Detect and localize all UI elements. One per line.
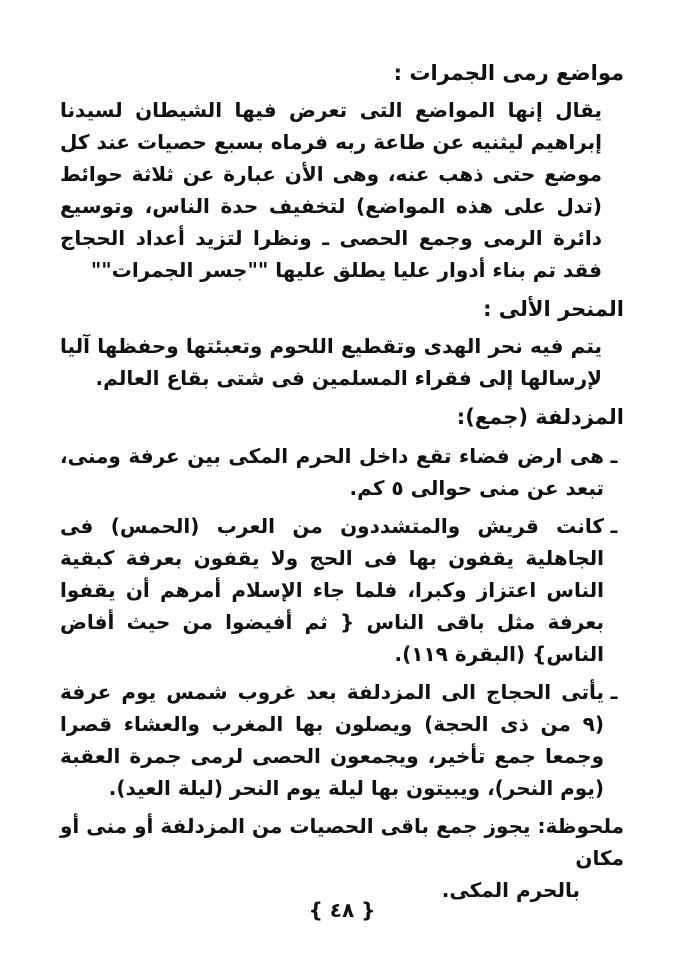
list-item xyxy=(60,510,624,670)
note-continuation: بالحرم المكى. xyxy=(441,878,580,902)
note-label: ملحوظة: xyxy=(537,814,624,838)
bullet-text: يأتى الحجاج الى المزدلفة بعد غروب شمس يوم عرفة (٩ من ذى الحجة) ويصلون بها المغرب والعشاء قصرا وجمعا جمع تأخير، ويجمعون الحصى لرمى جمرة العقبة (يوم النحر)، ويبيتون بها ليلة يوم النحر (ليلة العيد). xyxy=(60,680,604,800)
bullet-marker: ـ xyxy=(610,444,618,468)
paragraph-manhar: يتم فيه نحر الهدى وتقطيع اللحوم وتعبئتها وحفظها آليا لإرسالها إلى فقراء المسلمين فى شتى بقاع العالم. xyxy=(60,334,602,390)
paragraph-jamarat: يقال إنها المواضع التى تعرض فيها الشيطان لسيدنا إبراهيم ليثنيه عن طاعة ربه فرماه بسبع حصيات عند كل موضع حتى ذهب عنه، وهى الأن عبارة عن ثلاثة حوائط (تدل على هذه المواضع) لتخفيف حدة الناس، وتوسيع دائرة الرمى وجمع الحصى ـ ونظرا لتزيد أعداد الحجاج فقد تم بناء أدوار عليا يطلق عليها ""جسر الجمرات"" xyxy=(60,98,602,282)
section-heading-muzdalifa: المزدلفة (جمع): xyxy=(456,405,624,429)
bullet-text: هى ارض فضاء تقع داخل الحرم المكى بين عرفة ومنى، تبعد عن منى حوالى ٥ كم. xyxy=(60,444,604,500)
note-block xyxy=(60,810,624,906)
list-item xyxy=(60,676,624,804)
list-item xyxy=(60,440,624,504)
bullet-marker: ـ xyxy=(610,680,618,704)
bullet-marker: ـ xyxy=(610,514,618,538)
note-line xyxy=(60,810,624,874)
note-text: يجوز جمع باقى الحصيات من المزدلفة أو منى أو مكان xyxy=(60,814,624,870)
page-number: { ٤٨ } xyxy=(308,898,376,922)
section-heading-jamarat: مواضع رمى الجمرات : xyxy=(393,61,624,85)
section-heading-manhar: المنحر الألى : xyxy=(483,297,624,321)
bullet-text: كانت قريش والمتشددون من العرب (الحمس) فى الجاهلية يقفون بها فى الحج ولا يقفون بعرفة كبقية الناس اعتزاز وكبرا، فلما جاء الإسلام أمرهم أن يقفوا بعرفة مثل باقى الناس { ثم أفيضوا من حيث أفاض الناس} (البقرة ١١٩). xyxy=(60,514,604,666)
